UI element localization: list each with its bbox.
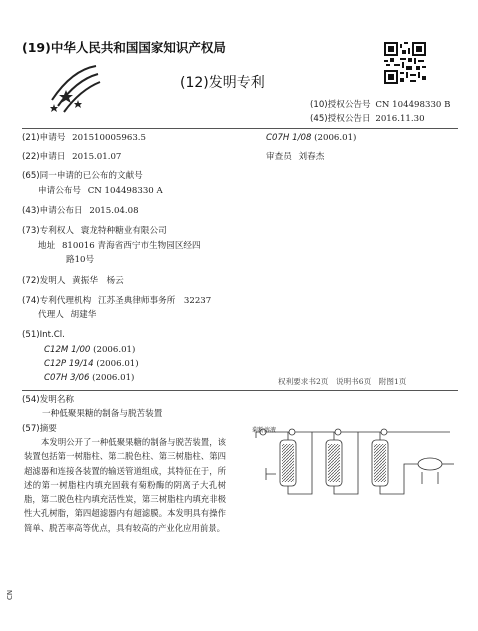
class-code: C07H 1/08	[266, 133, 312, 143]
intcl-year: (2006.01)	[92, 373, 135, 383]
address-label: 地址	[38, 241, 56, 251]
intcl-code: C07H 3/06	[44, 373, 90, 383]
office-title: (19)中华人民共和国国家知识产权局	[22, 40, 226, 55]
grant-date: 2016.11.30	[375, 114, 425, 124]
agency-label: (74)专利代理机构	[22, 296, 92, 306]
pages-note: 权利要求书2页 说明书6页 附图1页	[278, 377, 407, 386]
agent: 胡建华	[70, 310, 97, 320]
prior-pub-no: CN 104498330 A	[87, 186, 163, 196]
grant-date-row	[310, 114, 425, 125]
filing-date-row	[22, 152, 121, 163]
grant-pub-no-label: (10)授权公告号	[310, 100, 371, 110]
app-no: 201510005963.5	[72, 133, 146, 143]
agent-row	[38, 310, 96, 321]
invention-title: 一种低聚果糖的制备与脱苦装置	[42, 409, 163, 419]
intcl-entry	[44, 373, 134, 384]
intcl-entry	[44, 359, 139, 370]
agent-label: 代理人	[38, 310, 64, 320]
address-row	[38, 241, 201, 252]
agency: 江苏圣典律师事务所 32237	[97, 296, 212, 306]
patentee: 寰龙特种糖业有限公司	[80, 226, 167, 236]
drawing-label: 菊粉溶液	[252, 427, 277, 434]
intcl-year: (2006.01)	[93, 345, 136, 355]
abstract-text: 本发明公开了一种低聚果糖的制备与脱苦装置，该装置包括第一树脂柱、第二脱色柱、第三树脂柱、第四超滤器和连接各装置的输送管道组成，其特征在于，所述的第一树脂柱内填充固载有菊粉酶的阴离子大孔树脂，第二脱色柱内填充活性炭，第三树脂柱内填充非极性大孔树脂，第四超滤器内有超滤膜。本发明具有操作简单、脱苦率高等优点，具有较高的产业化应用前景。	[24, 437, 226, 533]
intcl-year: (2006.01)	[96, 359, 139, 369]
address-line2: 路10号	[66, 255, 95, 265]
pub-date: 2015.04.08	[89, 206, 139, 216]
abstract-label: (57)摘要	[22, 424, 57, 434]
filing-date-label: (22)申请日	[22, 152, 66, 162]
cnipa-logo	[44, 60, 102, 116]
apparatus-drawing	[250, 424, 462, 502]
class-row	[266, 133, 356, 144]
qr-code	[384, 42, 426, 84]
pub-date-row	[22, 206, 139, 217]
inventor-row	[22, 276, 124, 287]
inventor-label: (72)发明人	[22, 276, 66, 286]
app-no-label: (21)申请号	[22, 133, 66, 143]
pub-date-label: (43)申请公布日	[22, 206, 83, 216]
examiner: 刘春杰	[298, 152, 325, 162]
patentee-row	[22, 226, 167, 237]
filing-date: 2015.01.07	[72, 152, 122, 162]
agency-row	[22, 296, 211, 307]
grant-pub-no: CN 104498330 B	[375, 100, 451, 110]
prior-pub-sub-label: 申请公布号	[38, 186, 81, 196]
app-no-row	[22, 133, 146, 144]
intcl-code: C12M 1/00	[44, 345, 91, 355]
examiner-row	[266, 152, 324, 163]
title-label: (54)发明名称	[22, 395, 75, 405]
doc-type: (12)发明专利	[180, 75, 265, 91]
address-line1: 810016 青海省西宁市生物园区经四	[61, 241, 201, 251]
prior-pub-row	[38, 186, 163, 197]
prior-pub-label: (65)同一申请的已公布的文献号	[22, 171, 143, 181]
intcl-code: C12P 19/14	[44, 359, 94, 369]
class-year: (2006.01)	[314, 133, 357, 143]
grant-pub-no-row	[310, 100, 450, 111]
inventors: 黄振华 杨云	[72, 276, 124, 286]
patentee-label: (73)专利权人	[22, 226, 75, 236]
intcl-entry	[44, 345, 135, 356]
grant-date-label: (45)授权公告日	[310, 114, 371, 124]
side-cn-code: CN	[6, 589, 14, 600]
examiner-label: 审查员	[266, 152, 292, 162]
header-divider	[22, 128, 458, 129]
intcl-label: (51)Int.Cl.	[22, 330, 65, 340]
section-divider	[22, 390, 458, 391]
